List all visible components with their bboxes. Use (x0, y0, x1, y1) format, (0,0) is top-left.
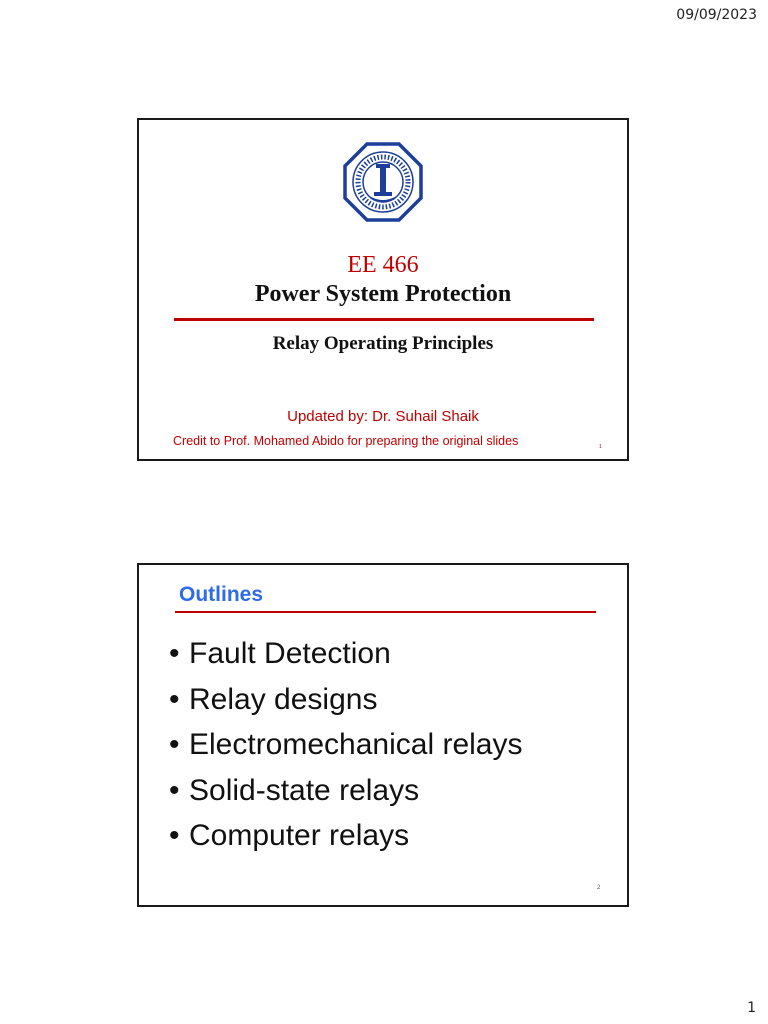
divider (174, 318, 594, 321)
list-item: • Computer relays (169, 819, 410, 852)
list-item: • Relay designs (169, 682, 378, 716)
list-item: • Fault Detection (169, 637, 391, 670)
slide-title: Outlines (179, 583, 264, 606)
updated-by: Updated by: Dr. Suhail Shaik (287, 408, 479, 425)
credit-line: Credit to Prof. Mohamed Abido for preparing the original slides (173, 434, 519, 448)
slide-number: 1 (599, 444, 602, 450)
outline-slide (137, 563, 629, 907)
title-slide (137, 118, 629, 461)
course-title: Power System Protection (254, 281, 512, 307)
list-item: • Solid-state relays (169, 773, 420, 807)
page-number: 1 (747, 1000, 756, 1016)
list-item: • Electromechanical relays (169, 728, 523, 761)
slide-number: 2 (597, 885, 601, 891)
divider (175, 611, 596, 613)
bullet-list (169, 631, 522, 859)
print-date: 09/09/2023 (676, 7, 757, 23)
university-seal-icon (343, 142, 423, 222)
course-code: EE 466 (347, 252, 419, 278)
slide-subtitle: Relay Operating Principles (272, 333, 494, 354)
